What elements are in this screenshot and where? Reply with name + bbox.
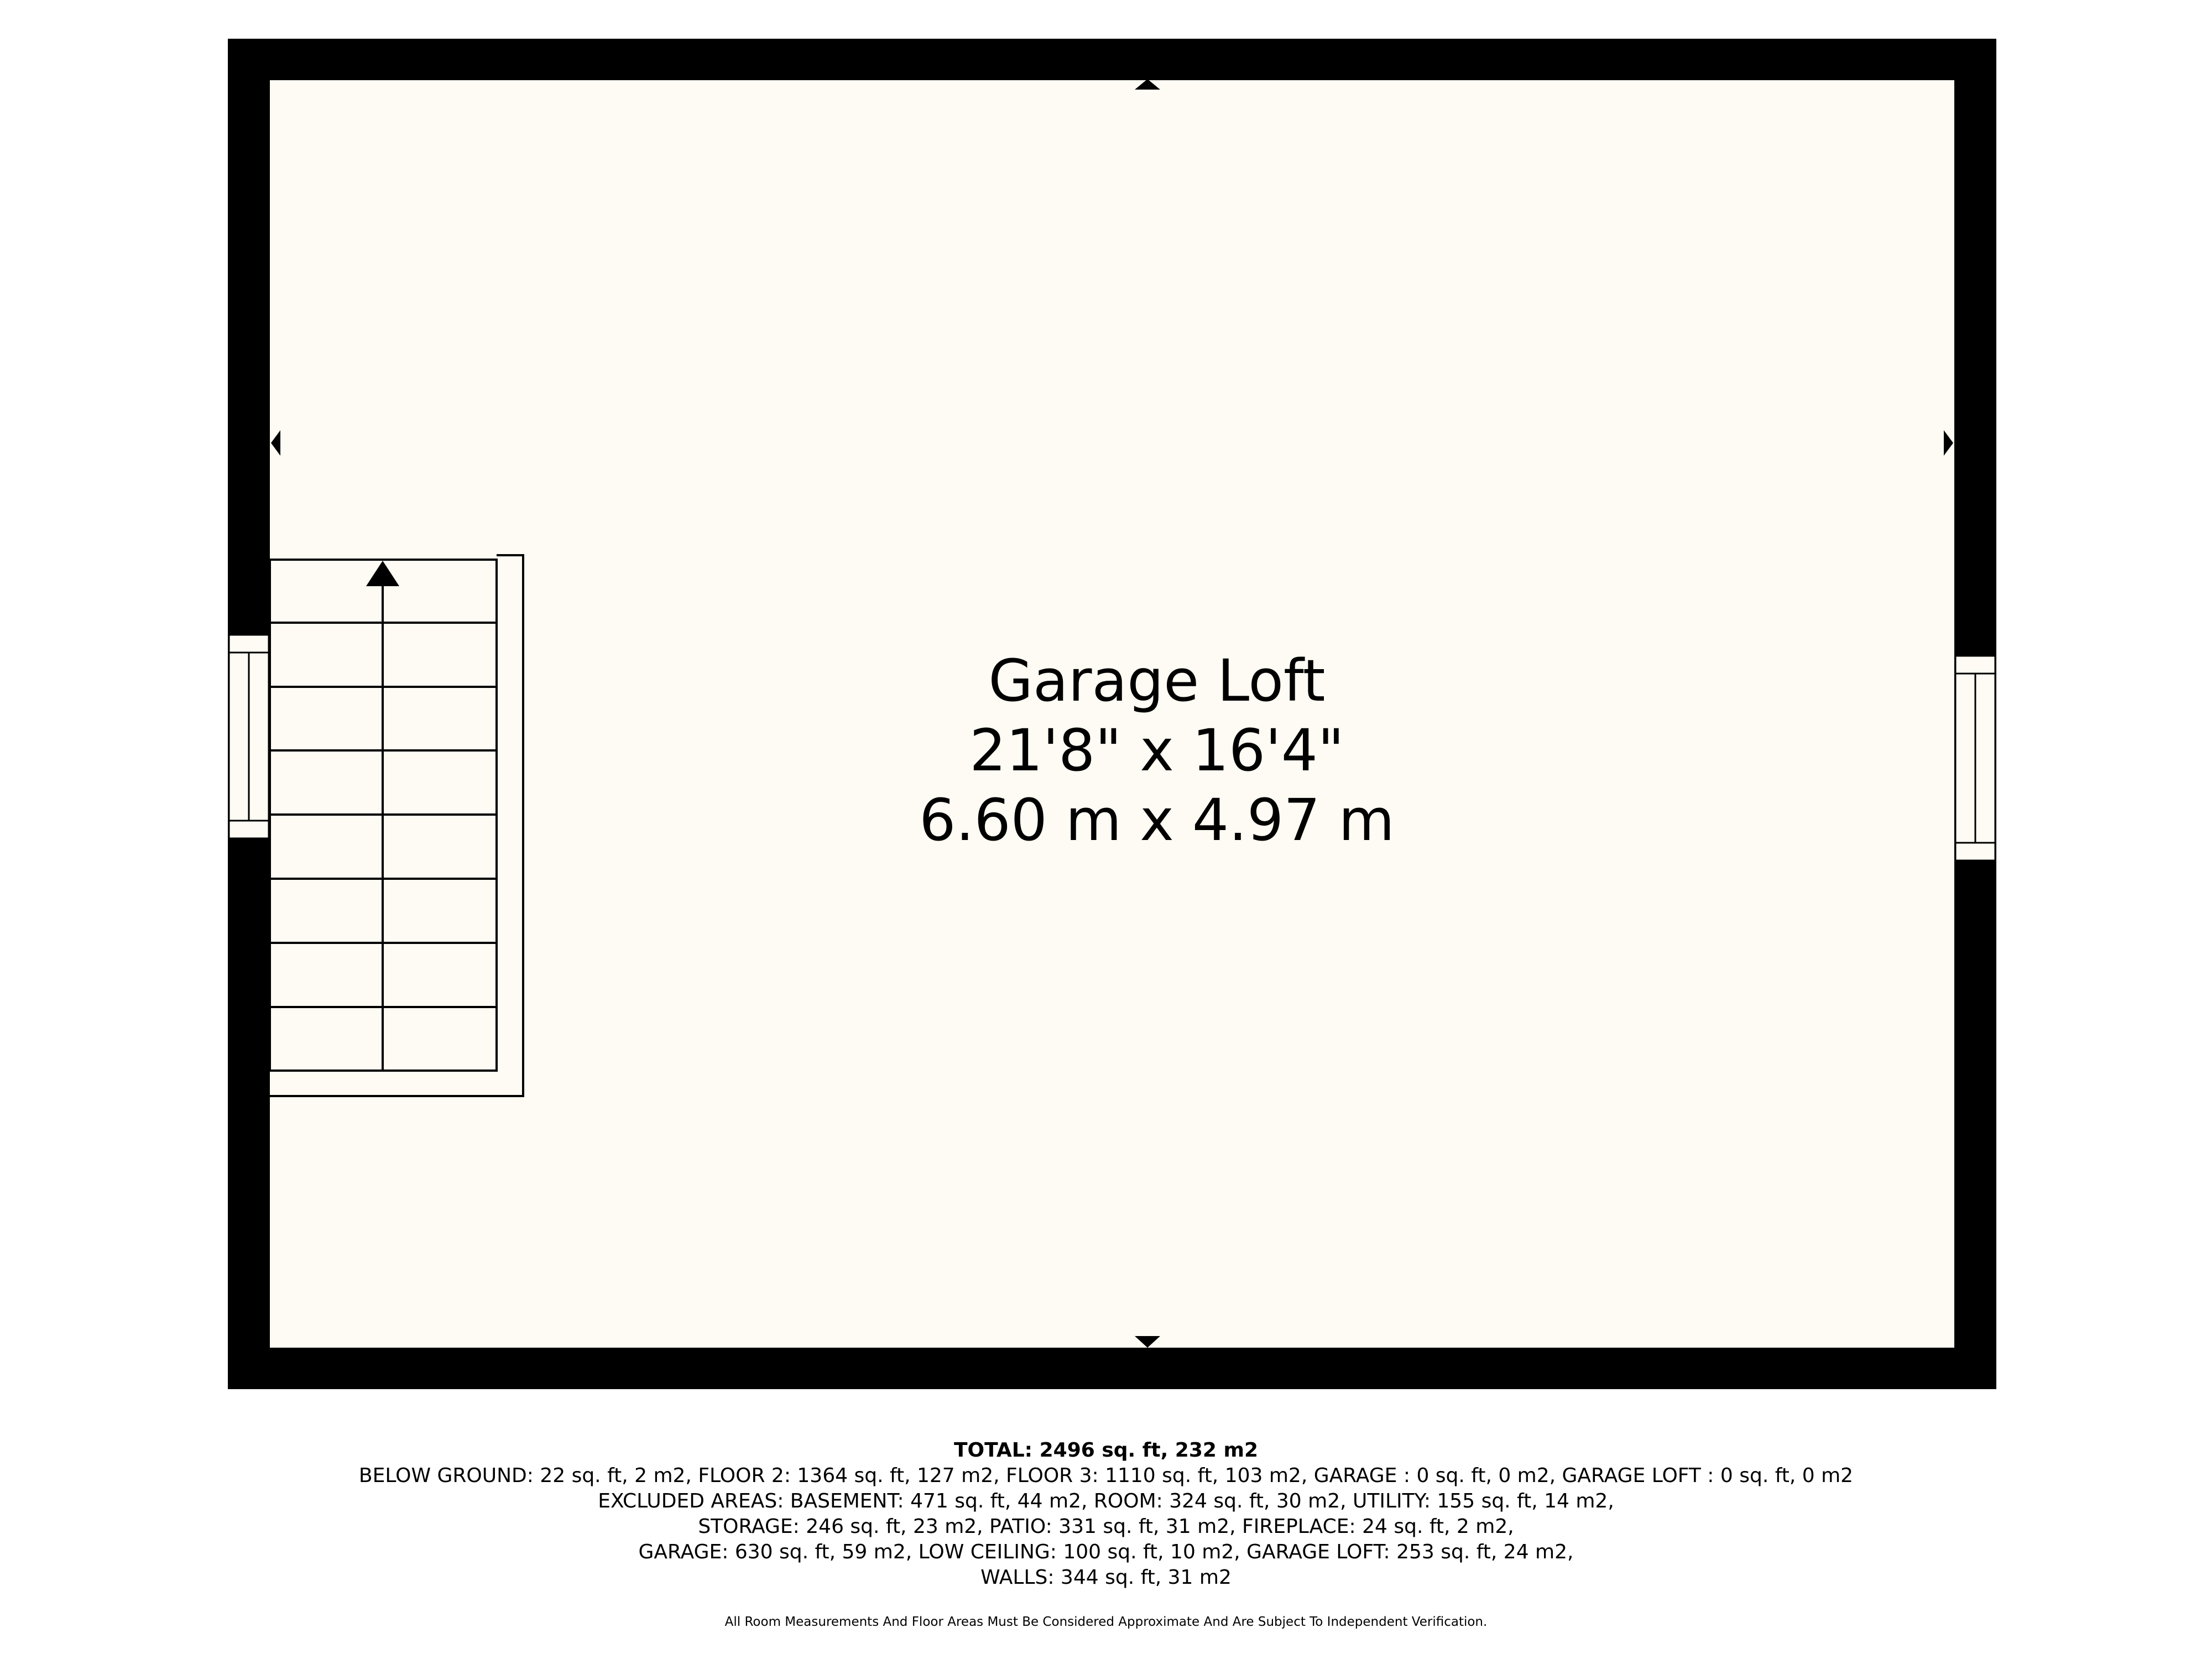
area-breakdown-line: BELOW GROUND: 22 sq. ft, 2 m2, FLOOR 2: 1364 sq. ft, 127 m2, FLOOR 3: 1110 sq. ft, 103 m2, GARAGE : 0 sq. ft, 0 m2, GARAGE LOFT : 0 sq. ft, 0 m2 <box>358 1464 1854 1487</box>
area-breakdown-line: STORAGE: 246 sq. ft, 23 m2, PATIO: 331 sq. ft, 31 m2, FIREPLACE: 24 sq. ft, 2 m2, <box>698 1515 1514 1538</box>
area-summary <box>0 1438 2212 1630</box>
area-breakdown-line: WALLS: 344 sq. ft, 31 m2 <box>980 1566 1232 1589</box>
total-area: TOTAL: 2496 sq. ft, 232 m2 <box>953 1439 1259 1462</box>
area-breakdown-line: GARAGE: 630 sq. ft, 59 m2, LOW CEILING: 100 sq. ft, 10 m2, GARAGE LOFT: 253 sq. ft, 24 m2, <box>638 1541 1574 1563</box>
disclaimer: All Room Measurements And Floor Areas Must Be Considered Approximate And Are Subject To Independent Verification. <box>724 1615 1488 1629</box>
room-name: Garage Loft <box>988 647 1326 714</box>
area-breakdown-line: EXCLUDED AREAS: BASEMENT: 471 sq. ft, 44 m2, ROOM: 324 sq. ft, 30 m2, UTILITY: 155 sq. ft, 14 m2, <box>598 1490 1614 1512</box>
window-left <box>229 635 269 838</box>
room-size-imperial: 21'8" x 16'4" <box>969 717 1344 784</box>
room-size-metric: 6.60 m x 4.97 m <box>919 786 1395 854</box>
window-right <box>1955 656 1995 860</box>
